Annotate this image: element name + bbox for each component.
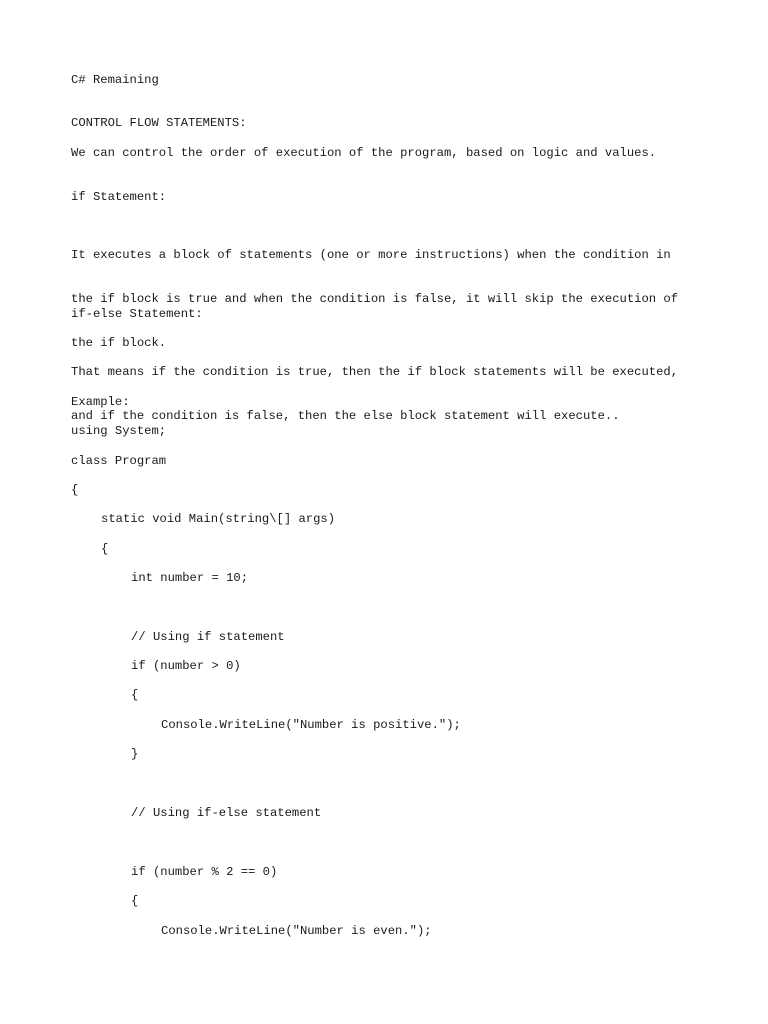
code-line-main-open: {: [101, 542, 109, 556]
code-line-if-open: {: [131, 688, 139, 702]
if-else-description-line: That means if the condition is true, then the if block statements will be executed,: [71, 365, 679, 380]
code-line-class-open: {: [71, 483, 79, 497]
intro-paragraph: We can control the order of execution of the program, based on logic and values.: [71, 146, 657, 160]
if-statement-heading: if Statement:: [71, 190, 167, 204]
if-else-statement-heading: if-else Statement:: [71, 307, 203, 321]
code-line-main-decl: static void Main(string\[] args): [101, 512, 336, 526]
code-line-if-else-cond: if (number % 2 == 0): [131, 865, 278, 879]
if-else-description-line: and if the condition is false, then the else block statement will execute..: [71, 408, 620, 423]
code-line-comment-if: // Using if statement: [131, 630, 285, 644]
if-description-line: the if block.: [71, 335, 167, 350]
code-line-var-decl: int number = 10;: [131, 571, 249, 585]
code-line-if-else-body: Console.WriteLine("Number is even.");: [161, 924, 432, 938]
code-line-if-close: }: [131, 747, 139, 761]
example-heading: Example:: [71, 395, 130, 409]
if-else-statement-description: [71, 336, 711, 453]
code-line-class-decl: class Program: [71, 454, 167, 468]
code-line-if-else-open: {: [131, 894, 139, 908]
document-title: C# Remaining: [71, 73, 159, 87]
code-line-if-cond: if (number > 0): [131, 659, 241, 673]
section-heading: CONTROL FLOW STATEMENTS:: [71, 116, 247, 130]
code-line-comment-if-else: // Using if-else statement: [131, 806, 322, 820]
code-line-if-body: Console.WriteLine("Number is positive.");: [161, 718, 461, 732]
if-description-line: It executes a block of statements (one or more instructions) when the condition in: [71, 248, 671, 263]
if-description-line: the if block is true and when the condition is false, it will skip the execution of: [71, 291, 679, 306]
code-line-using: using System;: [71, 424, 167, 438]
